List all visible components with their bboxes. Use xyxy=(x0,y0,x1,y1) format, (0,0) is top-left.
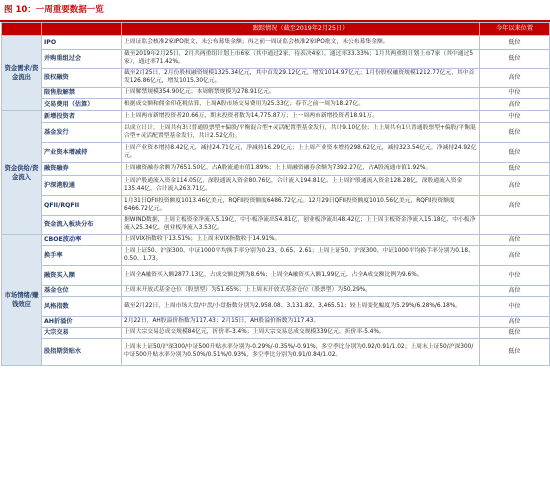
description-cell: 上周VIX指数收于13.51%；上上周末VIX指数收于14.91%。 xyxy=(122,235,480,246)
indicator-cell: 大宗交易 xyxy=(42,328,122,339)
indicator-cell: AH折溢价 xyxy=(42,317,122,328)
table-row xyxy=(2,266,550,286)
position-cell: 高位 xyxy=(480,99,550,111)
header-position: 今年以来位置 xyxy=(480,23,550,36)
indicator-cell: 产业资本增减持 xyxy=(42,143,122,163)
description-cell: 上周末开放式基金仓位（股票型）为51.65%；上上周末开放式基金仓位（股票型）为50.29%。 xyxy=(122,286,480,297)
header-category xyxy=(2,23,42,36)
position-cell: 高位 xyxy=(480,246,550,266)
position-cell: 低位 xyxy=(480,50,550,69)
table-body xyxy=(2,36,550,366)
table-row xyxy=(2,99,550,111)
category-cell: 市场情绪/赚钱效应 xyxy=(2,235,42,366)
indicator-cell: 融资买入额 xyxy=(42,266,122,286)
position-cell: 低位 xyxy=(480,123,550,143)
description-cell: 上周大宗交易总成交规模84亿元，折价率-3.4%；上周大宗交易总成交规模339亿元，折价率-5.4%。 xyxy=(122,328,480,339)
position-cell: 中位 xyxy=(480,88,550,99)
header-tracking: 跟踪情况（截至2019年2月25日） xyxy=(122,23,480,36)
table-row xyxy=(2,196,550,216)
table-row xyxy=(2,111,550,123)
description-cell: 2月22日，AH股溢价指数为117.43；2月15日，AH股溢价指数为117.43。 xyxy=(122,317,480,328)
table-row xyxy=(2,123,550,143)
position-cell: 高位 xyxy=(480,286,550,297)
indicator-cell: 新增投资者 xyxy=(42,111,122,123)
description-cell: 上周全A融资买入额2877.13亿，占成交额比例为8.6%；上周全A融资买入额1,99亿元，占全A成交额比例为9.6%。 xyxy=(122,266,480,286)
table-row xyxy=(2,50,550,69)
category-cell: 资金供给/资金流入 xyxy=(2,111,42,235)
description-cell: 上周末上证50/沪深300/中证500升贴水率分别为-0.29%/-0.35%/-0.91%，多空季比分别为0.92/0.91/1.02；上周末上证50/沪深300/中证500升贴水率分别为0.50%/0.51%/0.93%，多空季比分别为0.91/0.84/1.02。 xyxy=(122,339,480,366)
position-cell: 中位 xyxy=(480,297,550,317)
position-cell: 中位 xyxy=(480,111,550,123)
description-cell: 以成立日计，上周共有3只普通股票型+偏股/平衡混合型+灵活配置型基金发行，共计9.10亿份；上上周共有1只普通股票型+偏股/平衡混合型+灵活配置型基金发行，共计2.52亿份。 xyxy=(122,123,480,143)
indicator-cell: 基金发行 xyxy=(42,123,122,143)
indicator-cell: QFII/RQFII xyxy=(42,196,122,216)
table-row xyxy=(2,328,550,339)
figure-title: 图 10：一周重要数据一览 xyxy=(0,0,550,22)
position-cell: 中位 xyxy=(480,266,550,286)
weekly-data-table xyxy=(1,22,550,366)
description-cell: 根据成交额和佣金印花税估算，上周A股市场交易费用为25.33亿；春节之前一周为18.27亿。 xyxy=(122,99,480,111)
position-cell: 低位 xyxy=(480,143,550,163)
indicator-cell: 沪深港股通 xyxy=(42,176,122,196)
description-cell: 截至2月25日，2月份股权融资规模1325.34亿元，其中首发29.12亿元，增发1014.97亿元；1月份股权融资规模1212.77亿元，其中首发126.86亿元，增发1015.30亿元。 xyxy=(122,69,480,88)
indicator-cell: 资金流入板块分布 xyxy=(42,216,122,235)
description-cell: 据WIND数据，上周主板资金净流入5.19亿，中小板净流出54.81亿，创业板净流出48.42亿；上上周主板资金净流入15.18亿，中小板净流入25.34亿，创业板净流入3.53亿。 xyxy=(122,216,480,235)
position-cell: 高位 xyxy=(480,317,550,328)
indicator-cell: 并购重组过会 xyxy=(42,50,122,69)
description-cell: 截至2月22日，上周市场大盘/中盘/小盘指数分别为2,958.08、3,131.82、3,465.51；较上周变化幅度为5.29%/6.28%/6.18%。 xyxy=(122,297,480,317)
table-row xyxy=(2,69,550,88)
position-cell: 高位 xyxy=(480,196,550,216)
indicator-cell: 基金仓位 xyxy=(42,286,122,297)
indicator-cell: 限售股解禁 xyxy=(42,88,122,99)
table-row xyxy=(2,297,550,317)
category-cell: 资金需求/资金流出 xyxy=(2,36,42,111)
description-cell: 上周产业资本增持8.42亿元，减持24.71亿元，净减持16.29亿元；上上周产业资本增持298.62亿元，减持323.54亿元，净减持24.92亿元。 xyxy=(122,143,480,163)
position-cell: 低位 xyxy=(480,36,550,50)
indicator-cell: 融资融券 xyxy=(42,163,122,176)
description-cell: 上周融资融券余额为7651.50亿，占A股流通市值1.89%；上上周融资融券余额为7392.27亿，占A股流通市值1.92%。 xyxy=(122,163,480,176)
position-cell: 低位 xyxy=(480,339,550,366)
description-cell: 上上周两市新增投资者20.66万，期末投资者数为14,775.87万；上一周两市新增投资者18.91万。 xyxy=(122,111,480,123)
indicator-cell: 换手率 xyxy=(42,246,122,266)
position-cell: 低位 xyxy=(480,328,550,339)
table-row xyxy=(2,317,550,328)
table-row xyxy=(2,246,550,266)
table-row xyxy=(2,235,550,246)
position-cell: 低位 xyxy=(480,163,550,176)
position-cell xyxy=(480,216,550,235)
table-header-row xyxy=(2,23,550,36)
indicator-cell: IPO xyxy=(42,36,122,50)
description-cell: 上周沪股通流入资金114.05亿，深股通流入资金80.76亿，合计流入194.81亿。上上周沪股通流入资金128.28亿，深股通流入资金135.44亿，合计流入263.71亿。 xyxy=(122,176,480,196)
table-row xyxy=(2,176,550,196)
table-row xyxy=(2,339,550,366)
position-cell: 高位 xyxy=(480,176,550,196)
table-row xyxy=(2,143,550,163)
indicator-cell: 股权融资 xyxy=(42,69,122,88)
table-row xyxy=(2,163,550,176)
table-row xyxy=(2,286,550,297)
indicator-cell: CBOE波动率 xyxy=(42,235,122,246)
indicator-cell: 股指期货贴水 xyxy=(42,339,122,366)
description-cell: 截至2019年2月25日，2月共两重组计划上市6家（其中通过2家，待表决4家），通过率33.33%；1月共两重组计划上市7家（其中通过5家），通过率71.42%。 xyxy=(122,50,480,69)
indicator-cell: 风格指数 xyxy=(42,297,122,317)
table-row xyxy=(2,36,550,50)
description-cell: 上周解禁规模354.90亿元；本周解禁规模为278.91亿元。 xyxy=(122,88,480,99)
position-cell: 高位 xyxy=(480,69,550,88)
table-row xyxy=(2,216,550,235)
description-cell: 1月31日QFII投资额度1013.46亿美元，RQFII投资额度6486.72亿元。12月29日QFII投资额度1010.56亿美元，RQFII投资额度6466.72亿元。 xyxy=(122,196,480,216)
description-cell: 上周证监会核准2家IPO批文，未公布募集金额；再之前一周证监会核准2家IPO批文，未公布募集金额。 xyxy=(122,36,480,50)
indicator-cell: 交易费用（估算） xyxy=(42,99,122,111)
description-cell: 上周上证50、沪深300、中证1000平均换手率分别为0.23、0.65、2.61；上周上证50、沪深300、中证1000平均换手率分别为0.18、0.50、1.73。 xyxy=(122,246,480,266)
header-indicator xyxy=(42,23,122,36)
table-row xyxy=(2,88,550,99)
position-cell: 高位 xyxy=(480,235,550,246)
